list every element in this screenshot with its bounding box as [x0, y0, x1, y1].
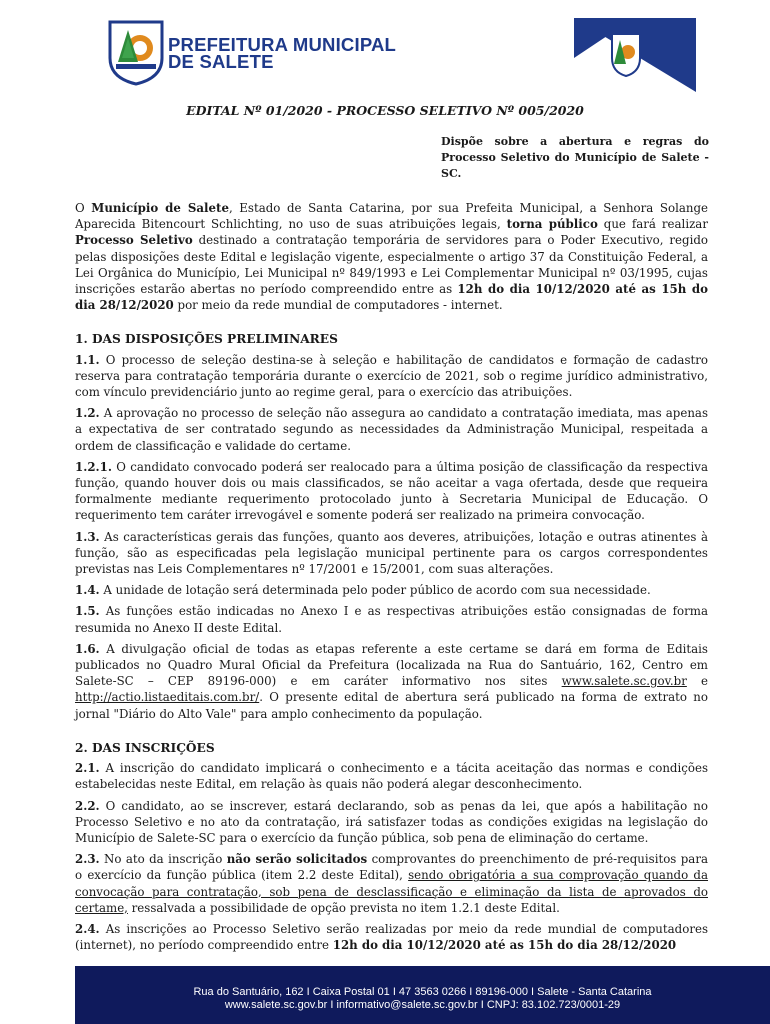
clause-2-4: 2.4. As inscrições ao Processo Seletivo serão realizadas por meio da rede mundial de computadores (internet), no período compreendido entre 12h do dia 10/12/2020 até as 15h do dia 28/12/2020 — [75, 921, 708, 953]
listaeditais-link[interactable]: http://actio.listaeditais.com.br/ — [75, 690, 260, 705]
edital-summary: Dispõe sobre a abertura e regras do Processo Seletivo do Município de Salete - SC. — [441, 135, 709, 180]
clause-1-2-1: 1.2.1. O candidato convocado poderá ser realocado para a última posição de classificação da respectiva função, quando houver dois ou mais classificados, se não aceitar a vaga ofertada, desde que requeira formalmente mediante requerimento protocolado junto à Secretaria Municipal de Educação. O requerimento tem caráter irrevogável e somente poderá ser realizado na primeira convocação. — [75, 459, 708, 523]
edital-title: EDITAL Nº 01/2020 - PROCESSO SELETIVO Nº 005/2020 — [186, 103, 584, 118]
section-1-heading: 1. DAS DISPOSIÇÕES PRELIMINARES — [75, 332, 338, 347]
clause-2-1: 2.1. A inscrição do candidato implicará o conhecimento e a tácita aceitação das normas e condições estabelecidas neste Edital, em relação às quais não poderá alegar desconhecimento. — [75, 761, 708, 792]
clause-1-3: 1.3. As características gerais das funções, quanto aos deveres, atribuições, lotação e outras atinentes à função, são as especificadas pela legislação municipal pertinente para os cargos correspondentes previstas nas Leis Complementares nº 17/2001 e 15/2001, com suas alterações. — [75, 529, 708, 577]
clause-1-5: 1.5. As funções estão indicadas no Anexo I e as respectivas atribuições estão consignadas de forma resumida no Anexo II deste Edital. — [75, 604, 708, 635]
municipal-flag-icon — [574, 18, 696, 92]
municipal-coat-of-arms-icon — [106, 18, 166, 86]
org-line-2: DE SALETE — [168, 51, 274, 72]
clause-1-4: 1.4. A unidade de lotação será determinada pelo poder público de acordo com sua necessidade. — [75, 583, 651, 598]
clause-1-6: 1.6. A divulgação oficial de todas as etapas referente a este certame se dará em forma de Editais publicados no Quadro Mural Oficial da Prefeitura (localizada na Rua do Santuário, 162, Centro em Salete-SC – CEP 89196-000) e em caráter informativo nos sites www.salete.sc.gov.br e http://actio.listaeditais.com.br/. O presente edital de abertura será publicado na forma de extrato no jornal "Diário do Alto Vale" para amplo conhecimento da população. — [75, 641, 709, 721]
clause-2-2: 2.2. O candidato, ao se inscrever, estará declarando, sob as penas da lei, que após a habilitação no Processo Seletivo e no ato da contratação, irá satisfazer todas as condições exigidas na legislação do Município de Salete-SC para o exercício da função pública, sob pena de eliminação do certame. — [75, 798, 708, 845]
footer-address: Rua do Santuário, 162 I Caixa Postal 01 I 47 3563 0266 I 89196-000 I Salete - Santa Catarina — [193, 986, 652, 998]
organization-name — [168, 36, 396, 70]
document-footer — [75, 966, 770, 1024]
clause-1-2: 1.2. A aprovação no processo de seleção não assegura ao candidato a contratação imediata, mas apenas a expectativa de ser contratado segundo as necessidades da Administração Municipal, respeitada a ordem de classificação e validade do certame. — [75, 406, 708, 453]
salete-website-link[interactable]: www.salete.sc.gov.br — [561, 674, 687, 689]
document-header — [0, 0, 770, 100]
intro-paragraph: O Município de Salete, Estado de Santa Catarina, por sua Prefeita Municipal, a Senhora Solange Aparecida Bitencourt Schlichting, no uso de suas atribuições legais, torna público que fará realizar Processo Seletivo destinado a contratação temporária de servidores para o Poder Executivo, regido pelas disposições deste Edital e legislação vigente, especialmente o artigo 37 da Constituição Federal, a Lei Orgânica do Município, Lei Municipal nº 849/1993 e Lei Complementar Municipal nº 03/1995, cujas inscrições estarão abertas no período compreendido entre as 12h do dia 10/12/2020 até as 15h do dia 28/12/2020 por meio da rede mundial de computadores - internet. — [75, 201, 709, 313]
document-body — [75, 200, 708, 958]
section-2-heading: 2. DAS INSCRIÇÕES — [75, 740, 215, 755]
footer-contact: www.salete.sc.gov.br I informativo@salete.sc.gov.br I CNPJ: 83.102.723/0001-29 — [224, 999, 621, 1011]
clause-1-1: 1.1. O processo de seleção destina-se à seleção e habilitação de candidatos e formação de cadastro reserva para contratação temporária durante o exercício de 2021, sob o regime jurídico administrativo, com vínculo previdenciário junto ao regime geral, para o exercício das atribuições. — [75, 352, 708, 400]
clause-2-3: 2.3. No ato da inscrição não serão solicitados comprovantes do preenchimento de pré-requisitos para o exercício da função pública (item 2.2 deste Edital), sendo obrigatória a sua comprovação quando da convocação para contratação, sob pena de desclassificação e eliminação da lista de aprovados do certame, ressalvada a possibilidade de opção prevista no item 1.2.1 deste Edital. — [75, 852, 709, 915]
org-line-1: PREFEITURA MUNICIPAL — [168, 34, 397, 55]
